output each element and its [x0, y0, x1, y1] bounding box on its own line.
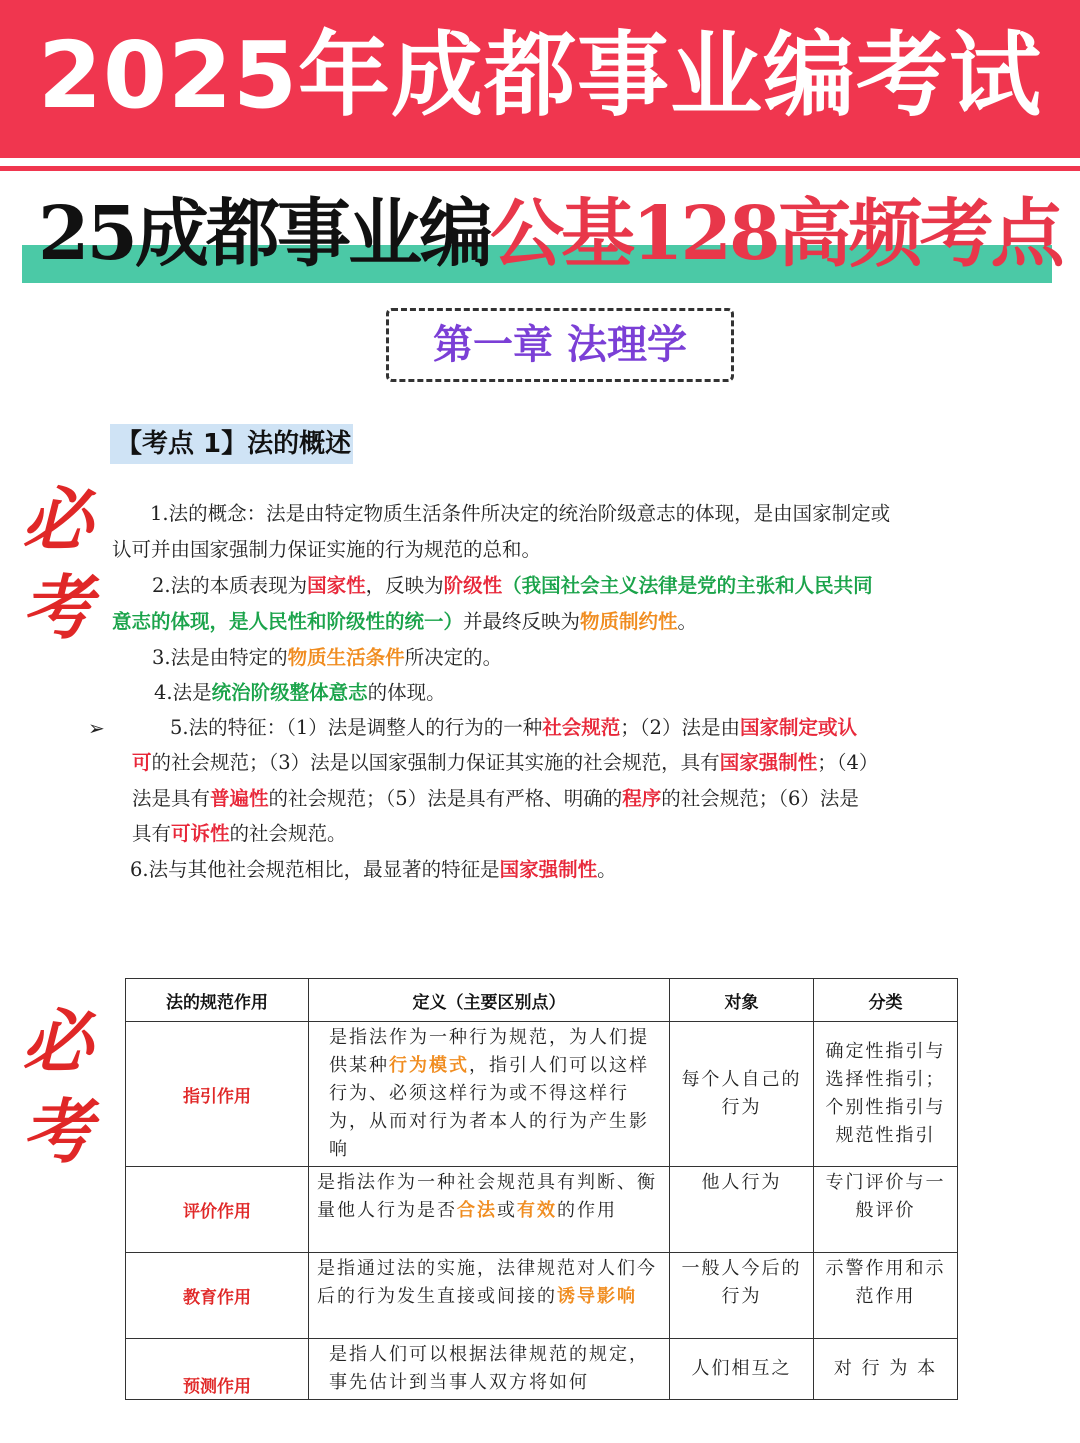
row-object: 每个人自己的行为: [670, 1022, 814, 1167]
row-name: 指引作用: [126, 1022, 309, 1167]
point-4: [154, 675, 446, 711]
point-5-line-2: [132, 745, 878, 781]
row-category: 确定性指引与选择性指引；个别性指引与规范性指引: [814, 1022, 958, 1167]
text: 4.法是: [154, 681, 212, 704]
text: 的社会规范；（3）法是以国家强制力保证其实施的社会规范，具有: [151, 751, 720, 774]
text: ；（2）法是由: [620, 716, 740, 739]
banner-title: 2025年成都事业编考试: [37, 22, 1043, 129]
keyword: 物质生活条件: [287, 646, 405, 669]
text: 法是具有: [132, 787, 211, 810]
top-banner: [0, 0, 1080, 158]
text: 5.法的特征：（1）法是调整人的行为的一种: [170, 716, 543, 739]
keyword: 诱导影响: [557, 1286, 637, 1307]
row-name: 评价作用: [126, 1167, 309, 1253]
keyword: 物质制约性: [580, 610, 678, 633]
keyword: 社会规范: [542, 716, 621, 739]
text: 所决定的。: [404, 646, 503, 669]
keyword: 普遍性: [210, 787, 269, 810]
row-category: 对 行 为 本: [814, 1339, 958, 1400]
point-2-line-1: [152, 568, 873, 604]
keyword: 国家性: [307, 574, 366, 597]
keyword: 可诉性: [171, 822, 230, 845]
chapter-box: [386, 308, 734, 382]
keyword: 合法: [457, 1200, 497, 1221]
text: 是指法作为一种社会规范具有判断、衡量他人行为是否: [317, 1172, 657, 1221]
row-definition: [309, 1167, 670, 1253]
text: 3.法是由特定的: [152, 646, 288, 669]
banner-divider: [0, 166, 1080, 171]
row-name: 教育作用: [126, 1253, 309, 1339]
row-definition: [309, 1022, 670, 1167]
row-object: 一般人今后的行为: [670, 1253, 814, 1339]
text: 是指通过法的实施，法律规范对人们今后的行为发生直接或间接的: [317, 1258, 657, 1307]
point-1-line-1: 1.法的概念：法是由特定物质生活条件所决定的统治阶级意志的体现，是由国家制定或: [150, 502, 891, 525]
chapter-title: 第一章 法理学: [433, 322, 687, 368]
row-object: 他人行为: [670, 1167, 814, 1253]
table-header-row: [126, 979, 958, 1022]
keyword: 可: [132, 751, 152, 774]
header-definition: 定义（主要区别点）: [309, 979, 670, 1022]
keyword: 阶级性: [443, 574, 503, 597]
text: 或: [497, 1200, 517, 1221]
row-category: 专门评价与一般评价: [814, 1167, 958, 1253]
must-test-stamp-char1-b: 必: [22, 1000, 92, 1083]
bullet-arrow-icon: ➢: [88, 716, 105, 740]
header-object: 对象: [670, 979, 814, 1022]
keyword: 统治阶级整体意志: [211, 681, 368, 704]
keyword: 程序: [622, 787, 662, 810]
text: 的社会规范；（5）法是具有严格、明确的: [268, 787, 623, 810]
point-5-line-3: [132, 781, 859, 817]
row-definition: 是指人们可以根据法律规范的规定，事先估计到当事人双方将如何: [309, 1339, 670, 1400]
must-test-stamp-char2: 考: [22, 566, 92, 649]
section-label: 【考点 1】法的概述: [110, 424, 353, 464]
table-row: [126, 1253, 958, 1339]
point-5-line-1: [170, 710, 857, 746]
text: 。: [677, 610, 698, 633]
row-name: 预测作用: [126, 1339, 309, 1400]
text: ，指引人们可以这样行为、必须这样行为或不得这样行为，从而对行为者本人的行为产生影响: [329, 1055, 649, 1160]
row-definition: [309, 1253, 670, 1339]
text: 是指法作为一种行为规范，为人们提供某种: [329, 1027, 649, 1076]
keyword: 国家强制性: [719, 751, 818, 774]
text: ；（4）: [817, 751, 879, 774]
subtitle-red-part: 公基128高频考点: [489, 191, 1062, 277]
text: 具有: [132, 822, 172, 845]
header-function: 法的规范作用: [126, 979, 309, 1022]
point-2-line-2: [112, 604, 697, 640]
text: 。: [597, 858, 617, 881]
keyword: 行为模式: [389, 1055, 469, 1076]
row-object: 人们相互之: [670, 1339, 814, 1400]
must-test-stamp-char2-b: 考: [22, 1090, 92, 1173]
keyword: 有效: [517, 1200, 557, 1221]
point-6: [130, 852, 617, 888]
point-3: [152, 640, 502, 676]
point-1-line-2: 认可并由国家强制力保证实施的行为规范的总和。: [112, 538, 542, 561]
norm-function-table: [125, 978, 958, 1400]
must-test-stamp-char1: 必: [22, 478, 92, 561]
keyword: 国家制定或认: [739, 716, 857, 739]
table-row: [126, 1022, 958, 1167]
subtitle-black-part: 25成都事业编: [38, 191, 490, 277]
header-category: 分类: [814, 979, 958, 1022]
row-category: 示警作用和示范作用: [814, 1253, 958, 1339]
keyword: 国家强制性: [499, 858, 598, 881]
text: 的体现。: [367, 681, 446, 704]
text: ，反映为: [365, 574, 444, 597]
text: 并最终反映为: [463, 610, 581, 633]
text: 的社会规范。: [229, 822, 347, 845]
keyword: 意志的体现，是人民性和阶级性的统一）: [112, 610, 464, 633]
point-5-line-4: [132, 816, 347, 852]
table-row: [126, 1339, 958, 1400]
text: 2.法的本质表现为: [152, 574, 308, 597]
keyword: （我国社会主义法律是党的主张和人民共同: [502, 574, 873, 597]
text: 的社会规范；（6）法是: [661, 787, 859, 810]
text: 的作用: [557, 1200, 617, 1221]
subtitle: [38, 186, 1062, 282]
text: 6.法与其他社会规范相比，最显著的特征是: [130, 858, 500, 881]
table-row: [126, 1167, 958, 1253]
